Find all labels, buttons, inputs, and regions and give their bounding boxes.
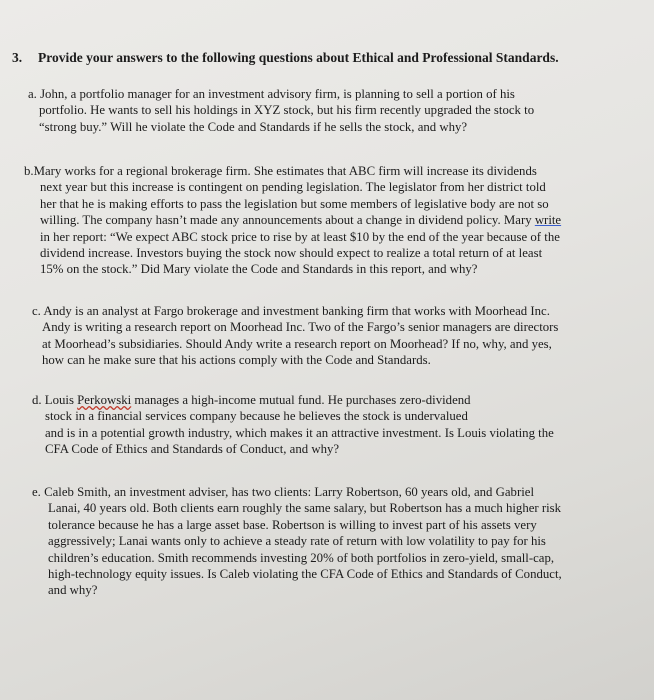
question-line: tolerance because he has a large asset base. Robertson is willing to invest part of his assets very [48, 517, 537, 532]
question-line: in her report: “We expect ABC stock price to rise by at least $10 by the end of the year because of the [40, 229, 560, 244]
question-line [32, 392, 554, 408]
question-line: Andy is writing a research report on Moorhead Inc. Two of the Fargo’s senior managers are directors [42, 320, 559, 335]
question-line: high-technology equity issues. Is Caleb violating the CFA Code of Ethics and Standards of Conduct, [48, 567, 562, 582]
section-heading [12, 50, 559, 66]
question-line: portfolio. He wants to sell his holdings in XYZ stock, but his firm recently upgraded the stock to [39, 103, 535, 118]
question-line [24, 212, 561, 228]
question-a [28, 86, 534, 135]
question-line: at Moorhead’s subsidiaries. Should Andy write a research report on Moorhead? If no, why, and yes, [42, 336, 552, 351]
question-line: and is in a potential growth industry, which makes it an attractive investment. Is Louis violating the [45, 425, 554, 440]
question-line: a. John, a portfolio manager for an investment advisory firm, is planning to sell a portion of his [28, 87, 515, 101]
question-line-text: d. Louis [32, 393, 74, 407]
question-line-text: manages a high-income mutual fund. He purchases zero-dividend [134, 393, 471, 407]
underlined-word: write [534, 213, 562, 228]
question-line: and why? [48, 583, 98, 598]
question-line: how can he make sure that his actions comply with the Code and Standards. [42, 353, 431, 368]
question-line: her that he is making efforts to pass the legislation but some members of legislative body are not so [40, 196, 549, 211]
question-line-text: willing. The company hasn’t made any announcements about a change in dividend policy. Mary [40, 213, 532, 228]
question-line: CFA Code of Ethics and Standards of Conduct, and why? [45, 442, 340, 457]
question-b [24, 163, 561, 278]
question-d [32, 392, 554, 458]
question-line: children’s education. Smith recommends investing 20% of both portfolios in zero-yield, small-cap, [48, 550, 555, 565]
question-line: dividend increase. Investors buying the stock now should expect to realize a total return of at least [40, 246, 543, 261]
question-e [32, 484, 562, 599]
question-c [32, 303, 558, 369]
person-name: Perkowski [77, 393, 132, 407]
question-line: “strong buy.” Will he violate the Code and Standards if he sells the stock, and why? [39, 119, 468, 134]
question-line: c. Andy is an analyst at Fargo brokerage and investment banking firm that works with Moorhead Inc. [32, 304, 550, 318]
question-line: e. Caleb Smith, an investment adviser, has two clients: Larry Robertson, 60 years old, and Gabriel [32, 485, 535, 499]
question-line: next year but this increase is contingent on pending legislation. The legislator from her district told [40, 180, 546, 195]
question-line: aggressively; Lanai wants only to achieve a steady rate of return with low volatility to pay for his [48, 534, 546, 549]
section-number: 3. [12, 50, 23, 65]
question-line: Lanai, 40 years old. Both clients earn roughly the same salary, but Robertson has a much higher risk [48, 501, 562, 516]
question-line: stock in a financial services company because he believes the stock is undervalued [45, 409, 468, 424]
section-title: Provide your answers to the following questions about Ethical and Professional Standards. [38, 50, 559, 65]
question-line: 15% on the stock.” Did Mary violate the Code and Standards in this report, and why? [40, 262, 478, 277]
question-line: b.Mary works for a regional brokerage firm. She estimates that ABC firm will increase its dividends [24, 164, 537, 178]
